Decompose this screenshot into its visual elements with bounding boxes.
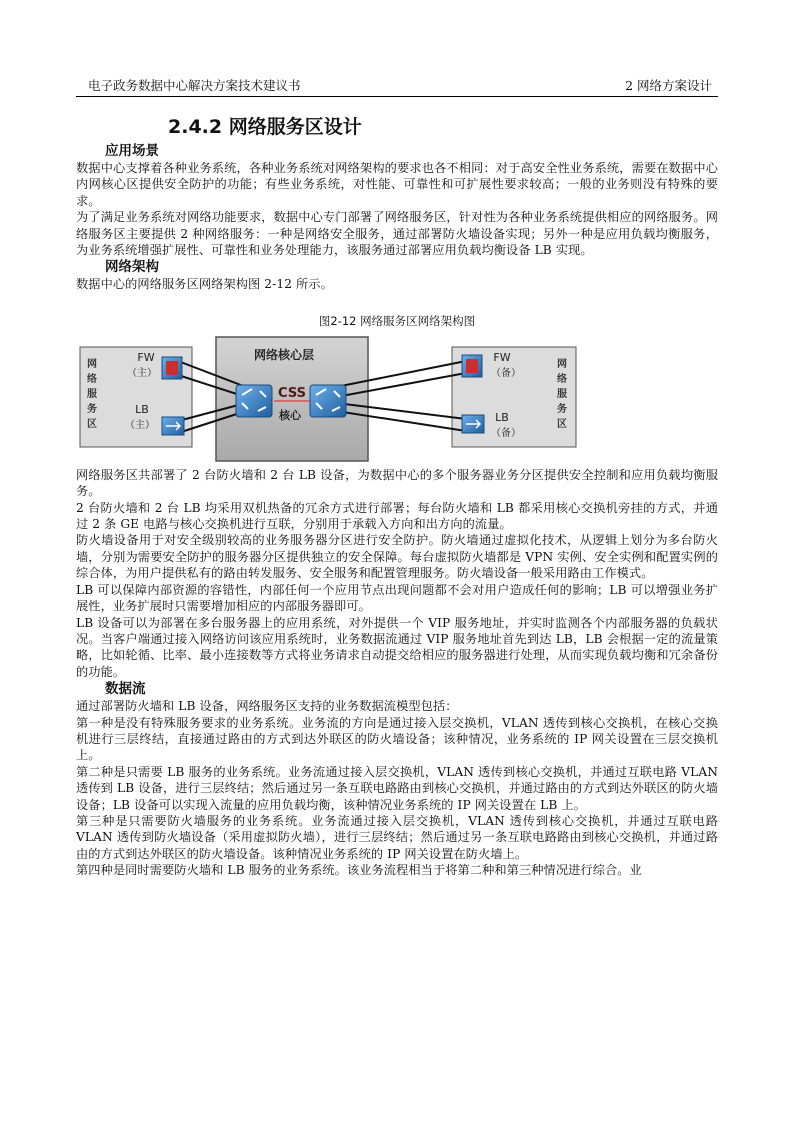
paragraph: 数据中心支撑着各种业务系统，各种业务系统对网络架构的要求也各不相同：对于高安全性业务系统，需要在数据中心内网核心区提供安全防护的功能；有些业务系统，对性能、可靠性和可扩展性要求较高；一般的业务则没有特殊的要求。: [76, 161, 718, 208]
paragraph: 第四种是同时需要防火墙和 LB 服务的业务系统。该业务流程相当于将第二种和第三种情况进行综合。业: [76, 863, 642, 878]
lb-primary-tag: （主）: [125, 419, 155, 431]
fw-backup-tag: （备）: [491, 367, 521, 379]
lb-primary-label: LB: [135, 402, 149, 416]
fw-primary-tag: （主）: [127, 367, 157, 379]
load-balancer-backup-icon: [462, 415, 484, 433]
network-architecture-figure: [78, 335, 718, 463]
left-zone-char: 服: [87, 388, 97, 400]
paragraph: 为了满足业务系统对网络功能要求，数据中心专门部署了网络服务区，针对性为各种业务系统提供相应的网络服务。网络服务区主要提供 2 种网络服务：一种是网络安全服务，通过部署防火墙设备实现；另外一种是应用负载均衡服务，为业务系统增强扩展性、可靠性和业务处理能力，该服务通过部署应用负载均衡设备 LB 实现。: [76, 210, 718, 258]
paragraph: 网络服务区共部署了 2 台防火墙和 2 台 LB 设备，为数据中心的多个服务器业务分区提供安全控制和应用负载均衡服务。: [76, 467, 718, 499]
header-document-title: 电子政务数据中心解决方案技术建议书: [88, 78, 301, 93]
load-balancer-primary-icon: [162, 417, 184, 435]
paragraph: LB 可以保障内部资源的容错性，内部任何一个应用节点出现问题都不会对用户造成任何的影响；LB 可以增强业务扩展性，业务扩展时只需要增加相应的内部服务器即可。: [76, 582, 718, 614]
core-css-label: CSS: [278, 385, 306, 401]
header-chapter-title: 2 网络方案设计: [625, 78, 712, 93]
core-switch-left-icon: [236, 385, 272, 417]
heading-architecture: 网络架构: [105, 259, 159, 276]
firewall-backup-icon: [462, 355, 482, 377]
lb-backup-label: LB: [495, 410, 509, 424]
core-switch-right-icon: [310, 385, 346, 417]
left-zone-char: 网: [87, 358, 97, 370]
fw-backup-label: FW: [493, 350, 511, 364]
paragraph: 2 台防火墙和 2 台 LB 均采用双机热备的冗余方式进行部署；每台防火墙和 LB 都采用核心交换机旁挂的方式，并通过 2 条 GE 电路与核心交换机进行互联，分别用于承载入方向和出方向的流量。: [76, 500, 718, 532]
right-zone-char: 区: [557, 418, 567, 430]
heading-dataflow: 数据流: [105, 681, 146, 698]
network-diagram: [78, 335, 718, 463]
firewall-primary-icon: [162, 357, 182, 379]
paragraph: 数据中心的网络服务区网络架构图 2-12 所示。: [76, 277, 333, 292]
core-sub-label: 核心: [279, 408, 301, 422]
figure-caption: 图2-12 网络服务区网络架构图: [318, 313, 476, 328]
right-zone-char: 务: [557, 403, 567, 415]
page-content: [76, 112, 718, 879]
right-zone-char: 服: [557, 388, 567, 400]
paragraph: 通过部署防火墙和 LB 设备，网络服务区支持的业务数据流模型包括：: [76, 699, 458, 714]
heading-scenario: 应用场景: [105, 143, 159, 159]
lb-backup-tag: （备）: [491, 427, 521, 439]
paragraph: 第二种是只需要 LB 服务的业务系统。业务流通过接入层交换机，VLAN 透传到核心交换机，并通过互联电路 VLAN 透传到 LB 设备，进行三层终结；然后通过另一条互联电路路由到核心交换机，并通过路由的方式到达外联区的防火墙设备；LB 设备可以实现入流量的应用负载均衡，该种情况业务系统的 IP 网关设置在 LB 上。: [76, 764, 718, 812]
core-layer-title: 网络核心层: [253, 347, 315, 362]
page-header: [76, 78, 718, 97]
paragraph: 第一种是没有特殊服务要求的业务系统。业务流的方向是通过接入层交换机，VLAN 透传到核心交换机，在核心交换机进行三层终结，直接通过路由的方式到达外联区的防火墙设备；该种情况，业务系统的 IP 网关设置在三层交换机上。: [76, 715, 718, 763]
right-zone-char: 络: [557, 373, 567, 385]
left-zone-char: 络: [87, 373, 97, 385]
paragraph: 第三种是只需要防火墙服务的业务系统。业务流通过接入层交换机，VLAN 透传到核心交换机，并通过互联电路 VLAN 透传到防火墙设备（采用虚拟防火墙），进行三层终结；然后通过另一条互联电路路由到核心交换机，并通过路由的方式到达外联区的防火墙设备。该种情况业务系统的 IP 网关设置在防火墙上。: [76, 813, 718, 861]
section-title: 2.4.2 网络服务区设计: [168, 116, 362, 138]
paragraph: LB 设备可以为部署在多台服务器上的应用系统，对外提供一个 VIP 服务地址，并实时监测各个内部服务器的负载状况。当客户端通过接入网络访问该应用系统时，业务数据流通过 VIP 服务地址首先到达 LB，LB 会根据一定的流量策略，比如轮循、比率、最小连接数等方式将业务请求自动提交给相应的服务器进行处理，从而实现负载均衡和冗余备份的功能。: [76, 615, 718, 679]
left-zone-char: 区: [87, 418, 97, 430]
left-zone-char: 务: [87, 403, 97, 415]
paragraph: 防火墙设备用于对安全级别较高的业务服务器分区进行安全防护。防火墙通过虚拟化技术，从逻辑上划分为多台防火墙，分别为需要安全防护的服务器分区提供独立的安全保障。每台虚拟防火墙都是 VPN 实例、安全实例和配置实例的综合体，为用户提供私有的路由转发服务、安全服务和配置管理服务。防火墙设备一般采用路由工作模式。: [76, 533, 718, 581]
fw-primary-label: FW: [137, 350, 155, 364]
right-zone-char: 网: [557, 358, 567, 370]
